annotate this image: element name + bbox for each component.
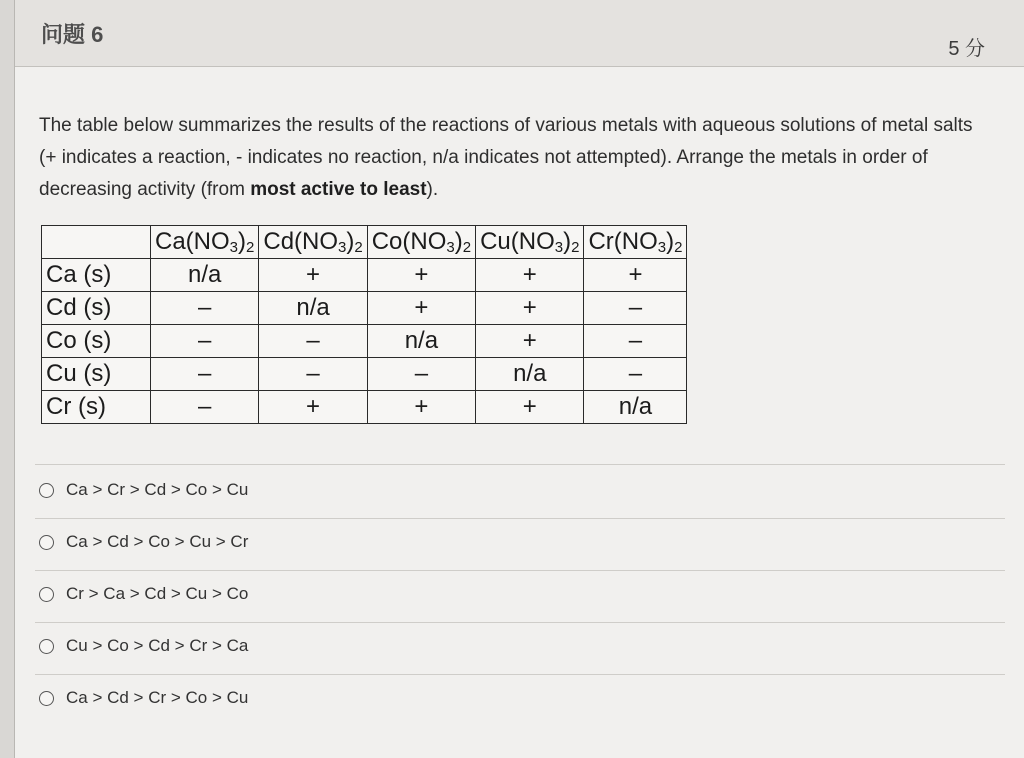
row-header: Cr (s) — [42, 391, 151, 424]
option-divider — [35, 674, 1005, 675]
question-text — [39, 110, 989, 206]
question-text-part2: ). — [426, 179, 439, 200]
table-cell: + — [367, 292, 475, 325]
answer-option-3[interactable] — [39, 584, 248, 604]
table-cell: – — [151, 358, 259, 391]
radio-button[interactable] — [39, 691, 54, 706]
table-cell: n/a — [476, 358, 584, 391]
table-cell: n/a — [367, 325, 475, 358]
row-header: Ca (s) — [42, 259, 151, 292]
radio-button[interactable] — [39, 483, 54, 498]
question-text-part1: The table below summarizes the results of the reactions of various metals with aqueous solutions of metal salts (+ indicates a reaction, - indicates no reaction, n/a indicates not attempted). Arrange the metals in order of decreasing activity (from — [39, 115, 973, 200]
answer-option-label: Ca > Cd > Co > Cu > Cr — [66, 532, 249, 551]
table-cell: – — [151, 325, 259, 358]
row-header: Cu (s) — [42, 358, 151, 391]
table-cell: – — [259, 325, 367, 358]
option-divider — [35, 570, 1005, 571]
table-cell: + — [476, 259, 584, 292]
answer-option-5[interactable] — [39, 688, 248, 708]
table-cell: + — [259, 259, 367, 292]
column-header: $Cr(NO_3)_2$ — [584, 226, 687, 259]
table-row — [42, 325, 687, 358]
question-card — [14, 0, 1024, 758]
table-cell: – — [584, 325, 687, 358]
table-cell: + — [476, 325, 584, 358]
table-cell: + — [367, 391, 475, 424]
row-header: Cd (s) — [42, 292, 151, 325]
row-header: Co (s) — [42, 325, 151, 358]
table-cell: – — [151, 391, 259, 424]
table-cell: n/a — [259, 292, 367, 325]
column-header: $Co(NO_3)_2$ — [367, 226, 475, 259]
radio-button[interactable] — [39, 535, 54, 550]
answer-option-label: Cu > Co > Cd > Cr > Ca — [66, 636, 249, 655]
table-cell: – — [367, 358, 475, 391]
answer-option-1[interactable] — [39, 480, 248, 500]
question-header — [15, 0, 1024, 67]
table-cell: – — [151, 292, 259, 325]
reaction-table — [41, 225, 687, 424]
table-cell: – — [259, 358, 367, 391]
table-cell: n/a — [151, 259, 259, 292]
option-divider — [35, 518, 1005, 519]
column-header: $Ca(NO_3)_2$ — [151, 226, 259, 259]
answer-option-label: Ca > Cd > Cr > Co > Cu — [66, 688, 249, 707]
answer-option-label: Ca > Cr > Cd > Co > Cu — [66, 480, 249, 499]
column-header: $Cu(NO_3)_2$ — [476, 226, 584, 259]
radio-button[interactable] — [39, 639, 54, 654]
question-text-bold: most active to least — [250, 179, 427, 200]
question-title: 问题 6 — [41, 22, 104, 47]
table-cell: n/a — [584, 391, 687, 424]
table-cell: + — [476, 292, 584, 325]
table-cell: + — [476, 391, 584, 424]
table-corner-cell — [42, 226, 151, 259]
option-divider — [35, 464, 1005, 465]
table-cell: + — [584, 259, 687, 292]
table-cell: + — [367, 259, 475, 292]
table-row — [42, 292, 687, 325]
table-row — [42, 358, 687, 391]
question-points: 5 分 — [948, 38, 985, 60]
option-divider — [35, 622, 1005, 623]
table-row — [42, 259, 687, 292]
table-header-row — [42, 226, 687, 259]
table-cell: – — [584, 358, 687, 391]
column-header: $Cd(NO_3)_2$ — [259, 226, 367, 259]
answer-option-label: Cr > Ca > Cd > Cu > Co — [66, 584, 249, 603]
table-cell: – — [584, 292, 687, 325]
answer-option-2[interactable] — [39, 532, 248, 552]
answer-option-4[interactable] — [39, 636, 248, 656]
table-row — [42, 391, 687, 424]
table-cell: + — [259, 391, 367, 424]
radio-button[interactable] — [39, 587, 54, 602]
